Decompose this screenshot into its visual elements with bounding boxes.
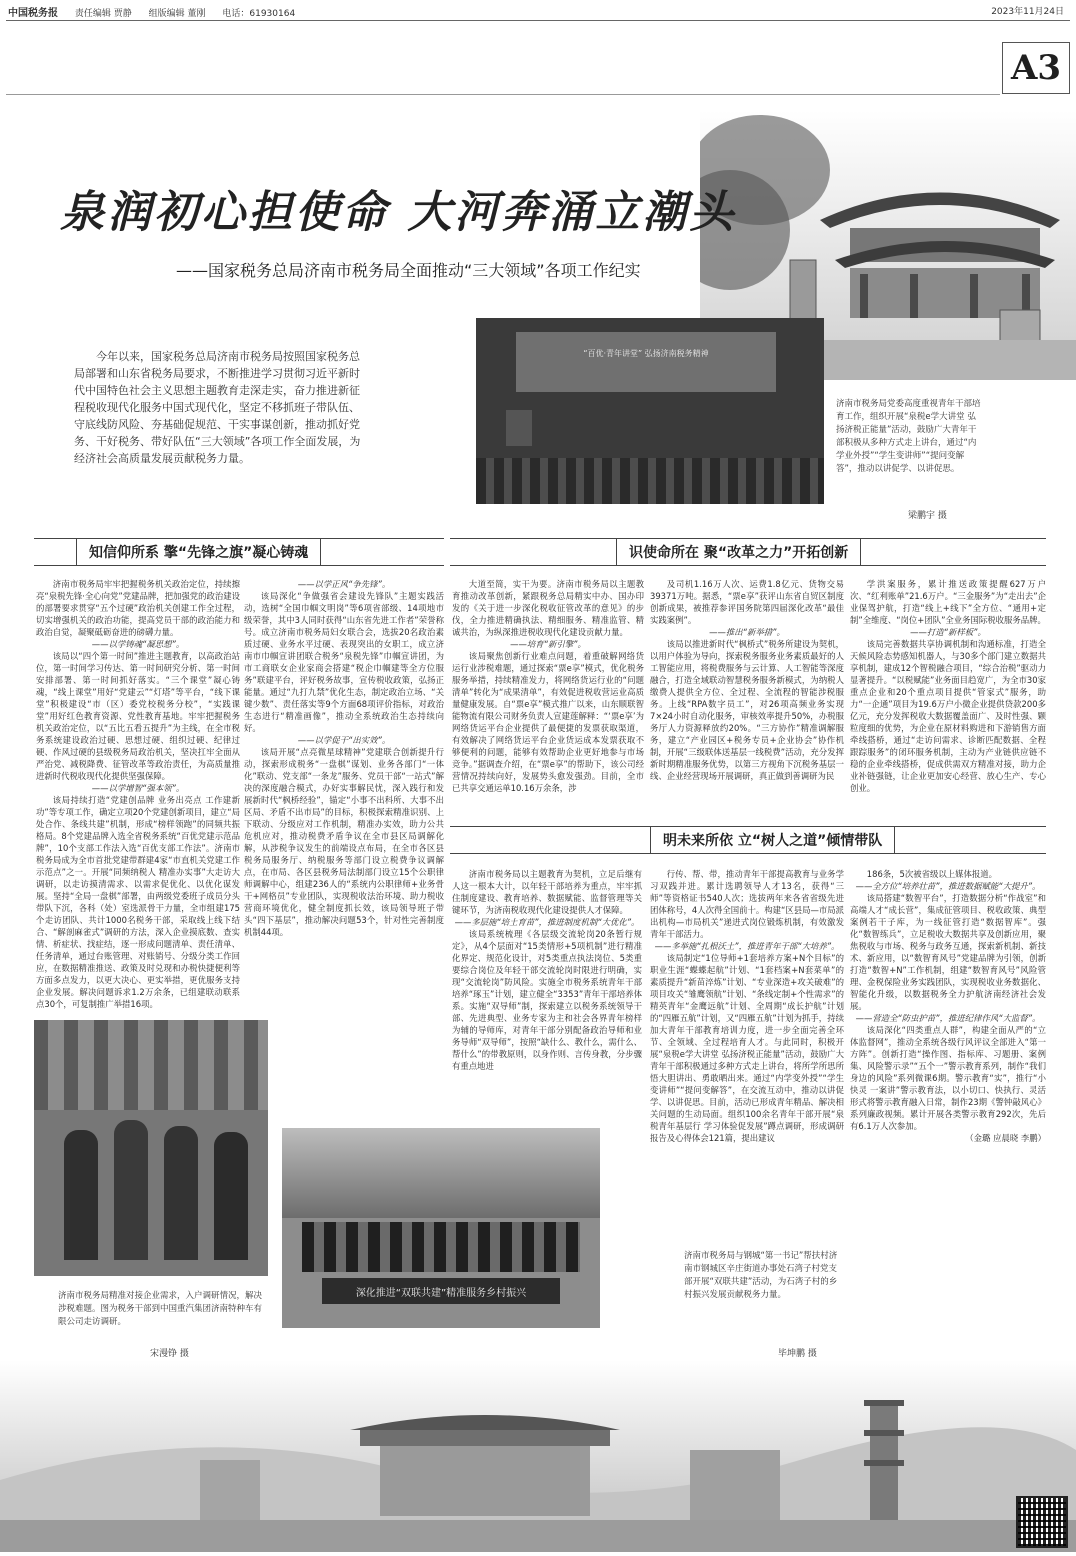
page-number: A3 — [1002, 42, 1070, 94]
left-photo-credit: 宋漫铮 摄 — [150, 1349, 189, 1359]
top-photo-credit: 梁鹏宇 摄 — [908, 511, 947, 521]
paragraph: 该局完善数据共享协调机制和沟通标准，打造全天候风险态势感知机器人，与30多个部门建立数据共享机制，建成12个智税融合项目，“综合治税”驱动力显著提升。“以税赋能”业务面目趋宽广，为全市30家重点企业和20个重点项目提供“管家式”服务，助力“一企通”项目为19.6万户小微企业提供贷款200多亿元，充分发挥税收大数据覆盖面广、及时性强、颗粒度细的优势，为企业在原材料购进和下游销售方面牵线搭桥，通过“走访问需求、诊断匹配数据、全程跟踪服务”的闭环服务机制，主动为产业链供应链不稳的企业牵线搭桥，促成供需双方精准对接，助力企业补链强链，让企业更加安心经营、放心生产、专心创业。 — [850, 639, 1046, 793]
subheading: ——营造全“防虫护苗”，推进纪律作风“大监督”。 — [855, 1013, 1041, 1023]
paragraph: 186条，5次被省级以上媒体报道。 — [866, 869, 997, 879]
subheading: ——培育“新引擎”。 — [510, 639, 586, 649]
masthead-info — [8, 4, 309, 19]
section-head-3 — [450, 826, 1046, 854]
village-group-photo — [282, 1128, 600, 1328]
column-8 — [850, 868, 1046, 1242]
subheading: ——多举施“扎根沃土”，推进青年干部“大培养”。 — [654, 941, 840, 951]
paragraph: 该局深化“四类重点人群”，构建全面从严的“立体监督网”，推动全系统各级行风评议全部进入“第一方阵”。创新打造“操作图、指标库、习题册、案例集、风险警示录”“五个一”警示教育系列，制作“我们身边的风险”系列微课6期。警示教育“实”，推行“小快灵 一案讲”警示教育法，以小切口、快执行、灵活形式将警示教育融入日常，制作23期《警钟敲风心》系列廉政视频。累计开展各类警示教育292次，先后有6.1万人次参加。 — [850, 1025, 1046, 1131]
paragraph: 该局开展“点亮微星球精神”党建联合创新提升行动，探索形成税务“一盘棋”谋划、业务各部门“一体化”联动、党支部“一条龙”服务、党员干部“一站式”解决的深度融合模式，办好实事解民忧，深入践行和发展新时代“枫桥经验”，锚定“小事不出科所、大事不出区局、矛盾不出市局”的目标，积极探索精准识别、上下联动、分级应对工作机制，精准办实效，助力公共危机应对，推动税费矛盾争议在全市县区局调解化解，从涉税争议发生的前端设点布局，在全市各区县税务局服务厅、纳税服务等部门设立税费争议调解点，在市局、各区县税务局法制部门设立15个公职律师调解中心，组建236人的“系统内公职律师+业务骨干+网格员”专业团队，实现税收法治环境、助力税收营商环境优化，健全制度抓长效，该局领导班子带头“四下基层”，推动解决问题53个，针对性完善制度机制44项。 — [244, 747, 444, 937]
paragraph: 济南市税务局牢牢把握税务机关政治定位，持续擦亮“泉税先锋·全心向党”党建品牌，把加强党的政治建设的部署要求贯穿“五个过硬”政治机关创建工作全过程，切实增强机关的政治功能，提高党员干部的政治能力和政治自觉，凝聚砥砺奋进的磅礴力量。 — [36, 579, 240, 637]
page-title: 泉润初心担使命 大河奔涌立潮头 — [60, 187, 737, 238]
city-landmark-illustration — [0, 1360, 1076, 1552]
qr-code[interactable] — [1016, 1496, 1068, 1548]
paragraph: 该局制定“1位导师+1套培养方案+N个目标”的职业生涯“蝶蝶起航”计划、“1套档案+N套菜单”的素质提升“新苗淬炼”计划、“专业深造+攻关破难”的项目攻关“雏鹰领航”计划、“条线定制+个性需求”的精英青年“金鹰远航”计划、全周期“成长护航”计划的“四雁五航”计划，又“四雁五航”计划为抓手，持续加大青年干部教育培训力度，进一步全面完善全环节、全领域、全过程培育人才。与此同时，积极开展“泉税e学大讲堂 弘扬济税正能量”活动，鼓励广大青年干部积极通过多种方式走上讲台，将所学所思所悟大胆讲出、勇敢晒出来。通过“内学变外授”“学生变讲师”“提问变解答”，在交流互动中，推动以讲促学、以讲促思。目前，活动已形成青年精品、解决相关问题的生动局面。组织100余名青年干部开展“泉税青年基层行 学习体验促发展”蹲点调研，形成调研报告及心得体会121篇，提出建议 — [650, 953, 844, 1143]
column-1 — [36, 578, 240, 1012]
paragraph: 该局持续打造“党建创品牌 业务出亮点 工作建新功”等专项工作，确定立项20个党建创新项目，建立“局处合作、条线共建”机制，形成“榜样领跑”的同频共振格局。8个党建品牌入选全省税务系统“百优党建示范品牌”，10个支部工作法入选“百优支部工作法”。济南市税务局成为全市首批党建带群建4家“市直机关党建工作示范点”之一。开展“同频纳税人 精准办实事”大走访大调研，以走访摸清需求、以需求促优化、以优化谋发展。坚持“全局一盘棋”部署，由两级党委班子成员分头带队下沉，各科（处）室选派骨干力量，全市组建175个走访团队、共计1000名税务干部，采取线上线下结合、“解剖麻雀式”调研的方法，深入企业摸底数、查实情、析症状、找症结，逐一形成问题清单、责任清单、任务清单，通过台账管理、对账销号、分级分类工作回应，在数据精准推送、政策及时兑现和办税快捷便利等方面多点发力，以更大决心、更实举措，更优服务支持企业发展。解决问题诉求1.2万余条，已组建联动联系点30个，可复制推广举措16项。 — [36, 795, 240, 1009]
paragraph: 该局聚焦创新行业难点问题，着重破解网络货运行业涉税难题，通过探索“票e享”模式，优化税务服务举措，持续精准发力，将网络货运行业的“问题清单”转化为“成果清单”，有效促进税收营运业高质量健康发展。自“票e享”模式推广以来，山东顺联智能物流有限公司财务负责人宣建莲解释：“‘票e享’为网络货运平台企业提供了最便捷的发票获取渠道，有效解决了网络货运平台企业货运成本发票获取不够便利的问题，能够有效帮助企业更好地参与市场竞争。”据调查介绍，在“票e享”的帮助下，该公司经营情况持续向好，发展势头愈发强劲。目前，全市已共享交通运单10.16万余条，涉 — [452, 651, 644, 793]
section-title-2: 识使命所在 聚“改革之力”开拓创新 — [616, 538, 861, 566]
paragraph: 及司机1.16万人次、运费1.8亿元、货物交易39371万吨。据悉，“票e享”获评山东省自贸区制度创新成果，被推荐参评国务院第四届深化改革“最佳实践案例”。 — [650, 579, 844, 625]
subheading: ——全方位“培养壮苗”，推进数据赋能“大提升”。 — [855, 881, 1041, 891]
paragraph: 济南市税务局以主题教育为契机，立足后继有人这一根本大计，以年轻干部培养为重点，牢牢抓住制度建设、教育培养、数据赋能、监督管理等关键环节，为济南税收现代化建设提供人才保障。 — [452, 869, 642, 915]
section-title-3: 明未来所依 立“树人之道”倾情带队 — [650, 826, 895, 854]
column-4 — [650, 578, 844, 818]
paragraph: 行传、帮、带，推动青年干部提高教育与业务学习双践并进。累计选聘领导人才13名，获得“三师”等资格证书540人次；选拔两年来各省省级先进团体称号，4人次得全国前十。构建“区县局—市局派出机构—市局机关”递进式岗位锻炼机制，有效激发青年干部活力。 — [650, 869, 844, 939]
lecture-hall-photo — [476, 318, 824, 504]
editor-credit: 责任编辑 贾静 — [74, 9, 132, 19]
phone-number: 电话：61930164 — [222, 9, 296, 19]
top-photo-caption: 济南市税务局党委高度重视青年干部培育工作，组织开展“泉税e学大讲堂 弘扬济税正能量”活动，鼓励广大青年干部积极从多种方式走上讲台，通过“内学业外授”“学生变讲师”“提问变解答”，推动以讲促学、以讲促思。 — [836, 399, 981, 474]
right-photo-caption: 济南市税务局与钢城“第一书记”帮扶村济南市钢城区辛庄街道办事处石湾子村党支部开展“双联共建”活动，为石湾子村的乡村振兴发展贡献税务力量。 — [684, 1251, 838, 1300]
issue-date: 2023年11月24日 — [991, 7, 1064, 17]
subheading: ——以学铸魂“凝思想”。 — [91, 639, 185, 649]
intro-paragraph: 今年以来，国家税务总局济南市税务局按照国家税务总局部署和山东省税务局要求，不断推进学习贯彻习近平新时代中国特色社会主义思想主题教育走深走实，奋力推进新征程税收现代化服务中国式现代化，坚定不移抓班子带队伍、守底线防风险、夯基础促规范、干实事谋创新，推动抓好党务、干好税务、带好队伍“三大领域”各项工作全面发展，为经济社会高质量发展贡献税务力量。 — [74, 350, 361, 465]
paragraph: 该局系统梳理《各层级交流轮岗20条暂行规定》，从4个层面对“15类情形+5项机制”进行精准化界定、规范化设计，对5类重点执法岗位、5类重要综合岗位及年轻干部交流轮岗时限进行明确，实现“交流轮岗”防风险。实施全市税务系统青年干部培养“琢玉”计划，建立健全“3353”青年干部培养体系。实施“双导师”制，探索建立以税务系统领导干部、先进典型、业务专家为主和社会各界青年榜样为辅的导师库，对青年干部分别配备政治导师和业务导师“双导师”，按照“缺什么、教什么，需什么、帮什么”的带教原则，以身作则、言传身教，分步骤有重点地进 — [452, 929, 642, 1071]
subheading: ——多层施“培土育苗”，推进制度机制“大优化”。 — [454, 917, 640, 927]
subheading: ——以学正风“争先锋”。 — [297, 579, 391, 589]
page-subtitle: ——国家税务总局济南市税务局全面推动“三大领域”各项工作纪实 — [176, 261, 641, 280]
paragraph: 该局以“四个第一时间”推进主题教育，以高政治站位，第一时间学习传达、第一时间研究分析、第一时间安排部署、第一时间抓好落实。“三个课堂”凝心铸魂，“线上课堂”用好“党建云”“灯塔”等平台，“线下课堂”积极建设“市（区）委党校税务分校”，“实践课堂”用好红色教育资源、党性教育基地。牢牢把握税务机关政治定位，以“五比五看五提升”为主线，在全市税务系统建设政治过硬、思想过硬、组织过硬、纪律过硬、作风过硬的县级税务局政治机关，坚决扛牢全面从严治党、减税降费、征管改革等政治责任，为高质量推进新时代税收现代化提供坚强保障。 — [36, 651, 240, 781]
section-head-2 — [450, 538, 1046, 566]
reporter-credit: （金璐 应晨晓 李鹏） — [965, 1133, 1046, 1143]
left-photo-caption: 济南市税务局精准对接企业需求，入户调研情况，解决涉税难题。图为税务干部到中国重汽集团济南特种车有限公司走访调研。 — [58, 1291, 263, 1327]
factory-visit-photo — [34, 1020, 268, 1276]
banner-text: 深化推进“双联共建”精准服务乡村振兴 — [355, 1288, 527, 1299]
header-rule-lower — [6, 94, 1000, 95]
subheading: ——推出“新举措”。 — [709, 627, 785, 637]
subheading: ——以学增智“强本领”。 — [91, 783, 185, 793]
right-photo-credit: 毕坤鹏 摄 — [778, 1349, 817, 1359]
layout-credit: 组版编辑 董刚 — [148, 9, 206, 19]
column-2 — [244, 578, 444, 1012]
paragraph: 该局深化“争做强省会建设先锋队”主题实践活动，选树“全国巾帼文明岗”等6项省部级、14项地市级荣誉，其中3人同时获得“山东省先进工作者”荣誉称号。成立济南市税务局妇女联合会，选拔20名政治素质过硬、业务水平过硬、表现突出的女职工，成立济南市巾帼宣讲团联合税务“泉税先锋”巾帼宣讲团，为市工商联女企业家商会搭建“税企巾帼建等全方位服务”联建平台，评好税务故事，宣传税收政策，弘扬正能量。通过“九打九禁”优化生态，制定政治立场、“关键少数”、责任落实等9个方面68项评价指标，对政治生态进行“精准画像”，推动全系统政治生态持续向好。 — [244, 591, 444, 733]
column-3 — [452, 578, 644, 818]
column-5 — [850, 578, 1046, 818]
section-title-1: 知信仰所系 擎“先锋之旗”凝心铸魂 — [76, 538, 321, 566]
paragraph: 该局搭建“数智平台”，打造数据分析“作战室”和高端人才“成长营”，集成征管项目、税收政策、典型案例若干子库，为一线征管打造“数据智库”。强化“数智练兵”，立足税收大数据共享及创新应用，聚焦税收与市场、税务与政务互通，探索新机制、新技术、新应用，以“数智育风号”党建品牌为引领，创新打造“数智+N”工作机制，组建“数智育风号”风险管理、金税保险业务实践团队，实现税收业务数据化、智能化升级，以数据税务全力护航济南经济社会发展。 — [850, 893, 1046, 1011]
hall-screen-text: “百优·青年讲堂” 弘扬济南税务精神 — [583, 349, 709, 358]
column-7 — [650, 868, 844, 1242]
subheading: ——以学促干“出实效”。 — [297, 735, 391, 745]
subheading: ——打造“新样板”。 — [910, 627, 986, 637]
section-head-1 — [34, 538, 444, 566]
paper-name: 中国税务报 — [8, 8, 58, 19]
paragraph: 学洪案服务，累计推送政策提醒627万户次、“红利账单”21.6万户。“三金服务”为“走出去”企业保驾护航，打造“线上+线下”全方位、“通用+定制”全维度、“岗位+团队”全业务国际税收服务品牌。 — [850, 579, 1046, 625]
paragraph: 该局以推进新时代“枫桥式”税务所建设为契机，以用户体验为导向，探索税务服务业务素质最好的人工智能应用，将税费服务与云计算、人工智能等深度融合，打造全域联动智慧税务服务新模式，为纳税人缴费人提供全方位、全过程、全流程的智能涉税服务。上线“RPA数字员工”，对26项高频业务实现7×24小时自动化服务，审核效率提升50%，办税服务厅人力资源释放约20%。“三方协作”精准调解服务，建立“产业园区+税务专员+企业协会”协作机制，开展“三级联体送基层一线税费”活动，充分发挥新时期精准服务优势，以第三方视角下沉税务基层一线、企业经营现场开展调研，真正做到善调研为民 — [650, 639, 844, 781]
paragraph: 大道至简，实干为要。济南市税务局以主题教育推动改革创新，紧跟税务总局精实中办、国办印发的《关于进一步深化税收征管改革的意见》的步伐，全力推进精确执法、精细服务、精准监管、精诚共治，为纵深推进税收现代化建设贡献力量。 — [452, 579, 644, 637]
header-rule — [6, 20, 1070, 21]
